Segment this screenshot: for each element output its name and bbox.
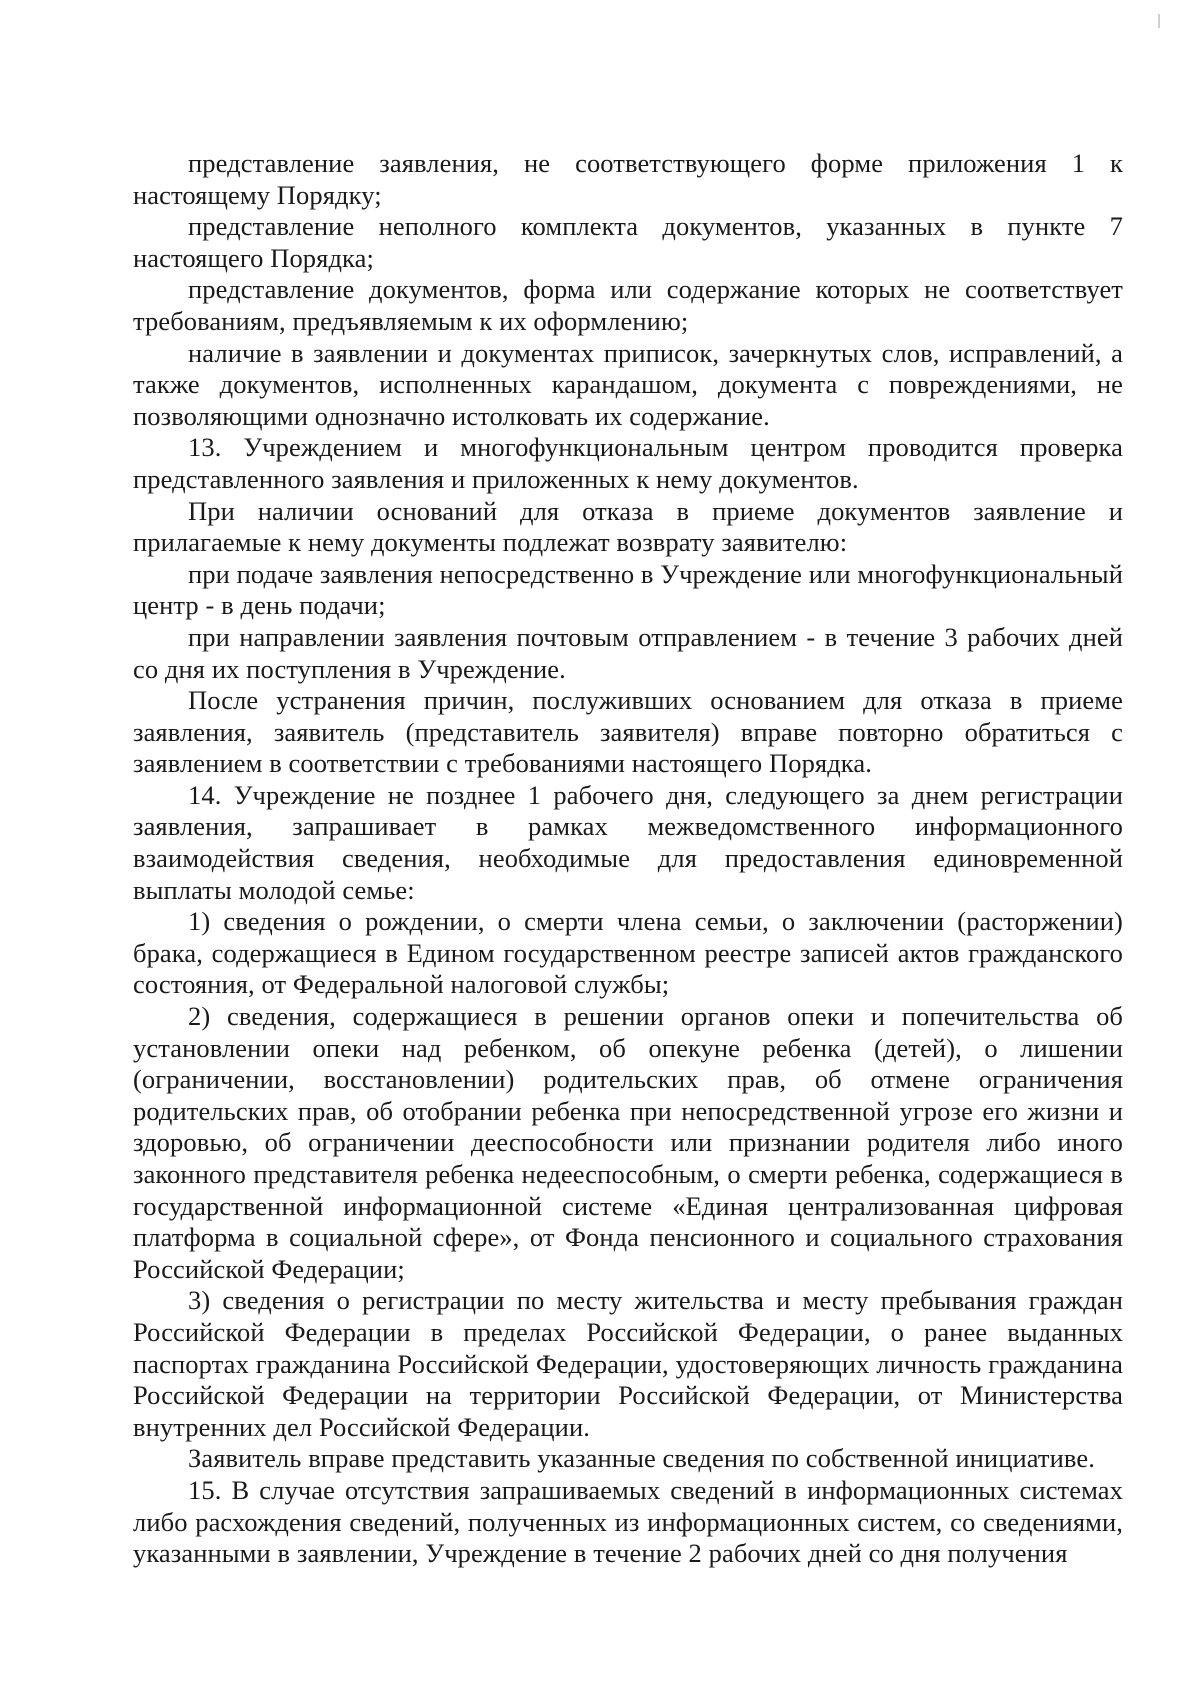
paragraph-section-14: 14. Учреждение не позднее 1 рабочего дня, следующего за днем регистрации заявления, запрашивает в рамках межведомственного информационного взаимодействия сведения, необходимые для предоставления единовременной выплаты молодой семье: xyxy=(133,779,1123,905)
paragraph-item-1: 1) сведения о рождении, о смерти члена семьи, о заключении (расторжении) брака, содержащиеся в Едином государственном реестре записей актов гражданского состояния, от Федеральной налоговой службы; xyxy=(133,906,1123,1000)
paragraph-rejection-corrections: наличие в заявлении и документах приписок, зачеркнутых слов, исправлений, а также документов, исполненных карандашом, документа с повреждениями, не позволяющими однозначно истолковать их содержание. xyxy=(133,337,1123,431)
paragraph-section-13: 13. Учреждением и многофункциональным центром проводится проверка представленного заявления и приложенных к нему документов. xyxy=(133,432,1123,494)
paragraph-resubmission: После устранения причин, послуживших основанием для отказа в приеме заявления, заявитель (представитель заявителя) вправе повторно обратиться с заявлением в соответствии с требованиями настоящего Порядка. xyxy=(133,685,1123,779)
paragraph-rejection-requirements: представление документов, форма или содержание которых не соответствует требованиям, предъявляемым к их оформлению; xyxy=(133,274,1123,336)
paragraph-rejection-form: представление заявления, не соответствующего форме приложения 1 к настоящему Порядку; xyxy=(133,148,1123,210)
paragraph-own-initiative: Заявитель вправе представить указанные сведения по собственной инициативе. xyxy=(188,1443,1095,1474)
paragraph-item-2: 2) сведения, содержащиеся в решении органов опеки и попечительства об установлении опеки над ребенком, об опекуне ребенка (детей), о лишении (ограничении, восстановлении) родительских прав, об отмене ограничения родительских прав, об отобрании ребенка при непосредственной угрозе его жизни и здоровью, об ограничении дееспособности или признании родителя либо иного законного представителя ребенка недееспособным, о смерти ребенка, содержащиеся в государственной информационной системе «Единая централизованная цифровая платформа в социальной сфере», от Фонда пенсионного и социального страхования Российской Федерации; xyxy=(133,1001,1123,1284)
paragraph-item-3: 3) сведения о регистрации по месту жительства и месту пребывания граждан Российской Федерации в пределах Российской Федерации, о ранее выданных паспортах гражданина Российской Федерации, удостоверяющих личность гражданина Российской Федерации на территории Российской Федерации, от Министерства внутренних дел Российской Федерации. xyxy=(133,1285,1123,1442)
document-page xyxy=(133,148,1123,1570)
paragraph-section-15: 15. В случае отсутствия запрашиваемых сведений в информационных системах либо расхождения сведений, полученных из информационных систем, со сведениями, указанными в заявлении, Учреждение в течение 2 рабочих дней со дня получения xyxy=(133,1474,1123,1569)
paragraph-return-by-mail: при направлении заявления почтовым отправлением - в течение 3 рабочих дней со дня их поступления в Учреждение. xyxy=(133,621,1123,684)
paragraph-return-documents: При наличии оснований для отказа в приеме документов заявление и прилагаемые к нему документы подлежат возврату заявителю: xyxy=(133,495,1123,558)
paragraph-rejection-incomplete: представление неполного комплекта документов, указанных в пункте 7 настоящего Порядка; xyxy=(133,211,1123,273)
scan-artifact xyxy=(1158,14,1160,28)
paragraph-return-in-person: при подаче заявления непосредственно в Учреждение или многофункциональный центр - в день подачи; xyxy=(133,558,1123,621)
